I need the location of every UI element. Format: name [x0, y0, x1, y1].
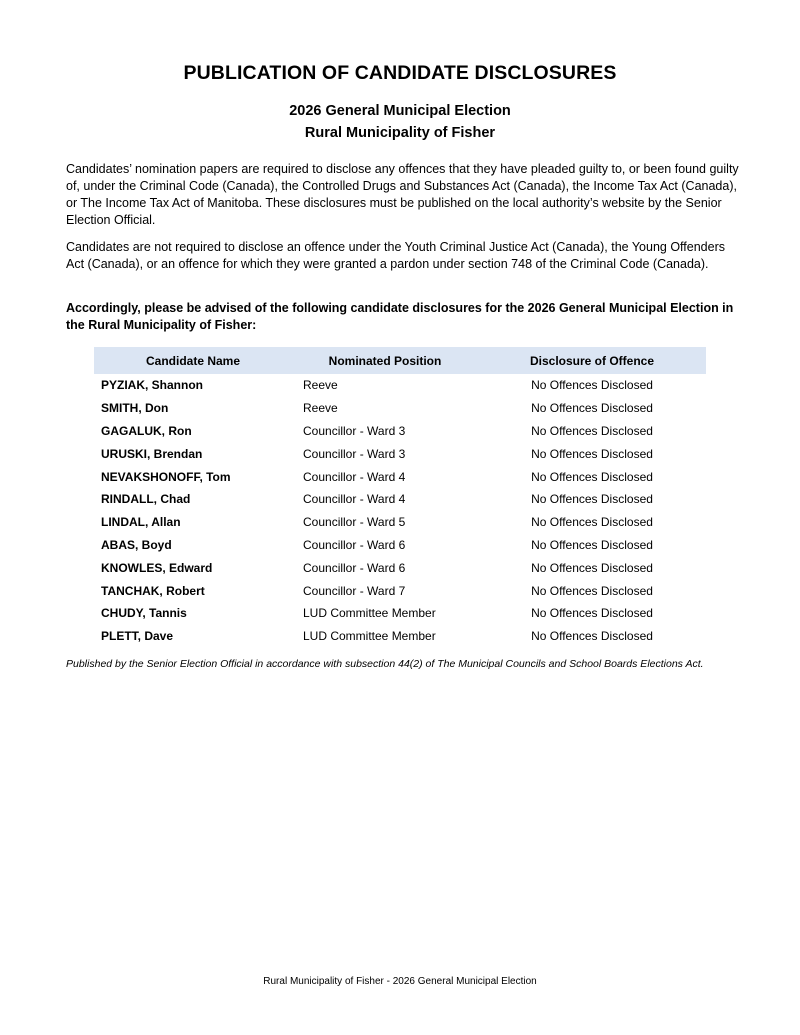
nominated-position-cell: Councillor - Ward 4 [303, 492, 406, 507]
disclosure-cell: No Offences Disclosed [531, 378, 653, 393]
candidate-name-cell: URUSKI, Brendan [101, 446, 203, 461]
disclosure-cell: No Offences Disclosed [531, 560, 653, 575]
page-footer: Rural Municipality of Fisher - 2026 General Municipal Election [263, 976, 537, 987]
candidate-name-cell: TANCHAK, Robert [101, 583, 205, 598]
table-header-row [94, 347, 706, 374]
column-header-disclosure: Disclosure of Offence [529, 353, 655, 368]
disclosure-cell: No Offences Disclosed [531, 401, 653, 416]
advisory-paragraph: Accordingly, please be advised of the following candidate disclosures for the 2026 General Municipal Election in the Rural Municipality of Fisher: [66, 301, 734, 332]
table-body [94, 374, 706, 648]
nominated-position-cell: Councillor - Ward 7 [303, 583, 406, 598]
nominated-position-cell: Reeve [303, 378, 338, 393]
table-row [94, 602, 706, 625]
election-subtitle: 2026 General Municipal Election [289, 103, 511, 119]
disclosure-cell: No Offences Disclosed [531, 606, 653, 621]
disclosure-cell: No Offences Disclosed [531, 423, 653, 438]
table-row [94, 625, 706, 648]
column-header-nominated-position: Nominated Position [328, 353, 442, 368]
table-row [94, 511, 706, 534]
candidate-name-cell: SMITH, Don [101, 401, 169, 416]
municipality-subtitle: Rural Municipality of Fisher [304, 125, 496, 141]
nominated-position-cell: Reeve [303, 401, 338, 416]
nominated-position-cell: LUD Committee Member [303, 606, 436, 621]
nominated-position-cell: Councillor - Ward 6 [303, 560, 406, 575]
nominated-position-cell: Councillor - Ward 5 [303, 515, 406, 530]
table-row [94, 579, 706, 602]
table-row [94, 534, 706, 557]
nominated-position-cell: Councillor - Ward 3 [303, 423, 406, 438]
disclosure-cell: No Offences Disclosed [531, 537, 653, 552]
candidate-name-cell: PLETT, Dave [101, 629, 174, 644]
disclosure-cell: No Offences Disclosed [531, 515, 653, 530]
publication-note: Published by the Senior Election Official in accordance with subsection 44(2) of The Municipal Councils and School Boards Elections Act. [66, 658, 704, 670]
candidate-name-cell: ABAS, Boyd [101, 537, 172, 552]
table-row [94, 465, 706, 488]
candidate-name-cell: RINDALL, Chad [101, 492, 191, 507]
disclosure-table-container [94, 347, 706, 648]
nominated-position-cell: LUD Committee Member [303, 629, 436, 644]
candidate-name-cell: CHUDY, Tannis [101, 606, 187, 621]
table-row [94, 556, 706, 579]
disclosure-requirement-paragraph: Candidates’ nomination papers are required to disclose any offences that they have pleaded guilty to, or been found guilty of, under the Criminal Code (Canada), the Controlled Drugs and Substances Act (Canada), the Income Tax Act (Canada), or The Income Tax Act of Manitoba. These disclosures must be published on the local authority’s website by the Senior Election Official. [66, 162, 739, 227]
disclosure-cell: No Offences Disclosed [531, 469, 653, 484]
candidate-name-cell: PYZIAK, Shannon [101, 378, 203, 393]
candidate-name-cell: KNOWLES, Edward [101, 560, 213, 575]
disclosure-cell: No Offences Disclosed [531, 492, 653, 507]
nominated-position-cell: Councillor - Ward 6 [303, 537, 406, 552]
disclosure-cell: No Offences Disclosed [531, 629, 653, 644]
table-row [94, 374, 706, 397]
column-header-candidate-name: Candidate Name [145, 353, 241, 368]
candidate-name-cell: GAGALUK, Ron [101, 423, 192, 438]
table-row [94, 442, 706, 465]
disclosure-cell: No Offences Disclosed [531, 446, 653, 461]
candidate-name-cell: NEVAKSHONOFF, Tom [101, 469, 231, 484]
nominated-position-cell: Councillor - Ward 3 [303, 446, 406, 461]
table-row [94, 488, 706, 511]
nominated-position-cell: Councillor - Ward 4 [303, 469, 406, 484]
disclosure-table [94, 347, 706, 648]
table-row [94, 420, 706, 443]
table-row [94, 397, 706, 420]
candidate-name-cell: LINDAL, Allan [101, 515, 181, 530]
page-title: PUBLICATION OF CANDIDATE DISCLOSURES [183, 62, 617, 84]
disclosure-cell: No Offences Disclosed [531, 583, 653, 598]
exemption-paragraph: Candidates are not required to disclose an offence under the Youth Criminal Justice Act (Canada), the Young Offenders Act (Canada), or an offence for which they were granted a pardon under section 748 of the Criminal Code (Canada). [66, 240, 725, 271]
